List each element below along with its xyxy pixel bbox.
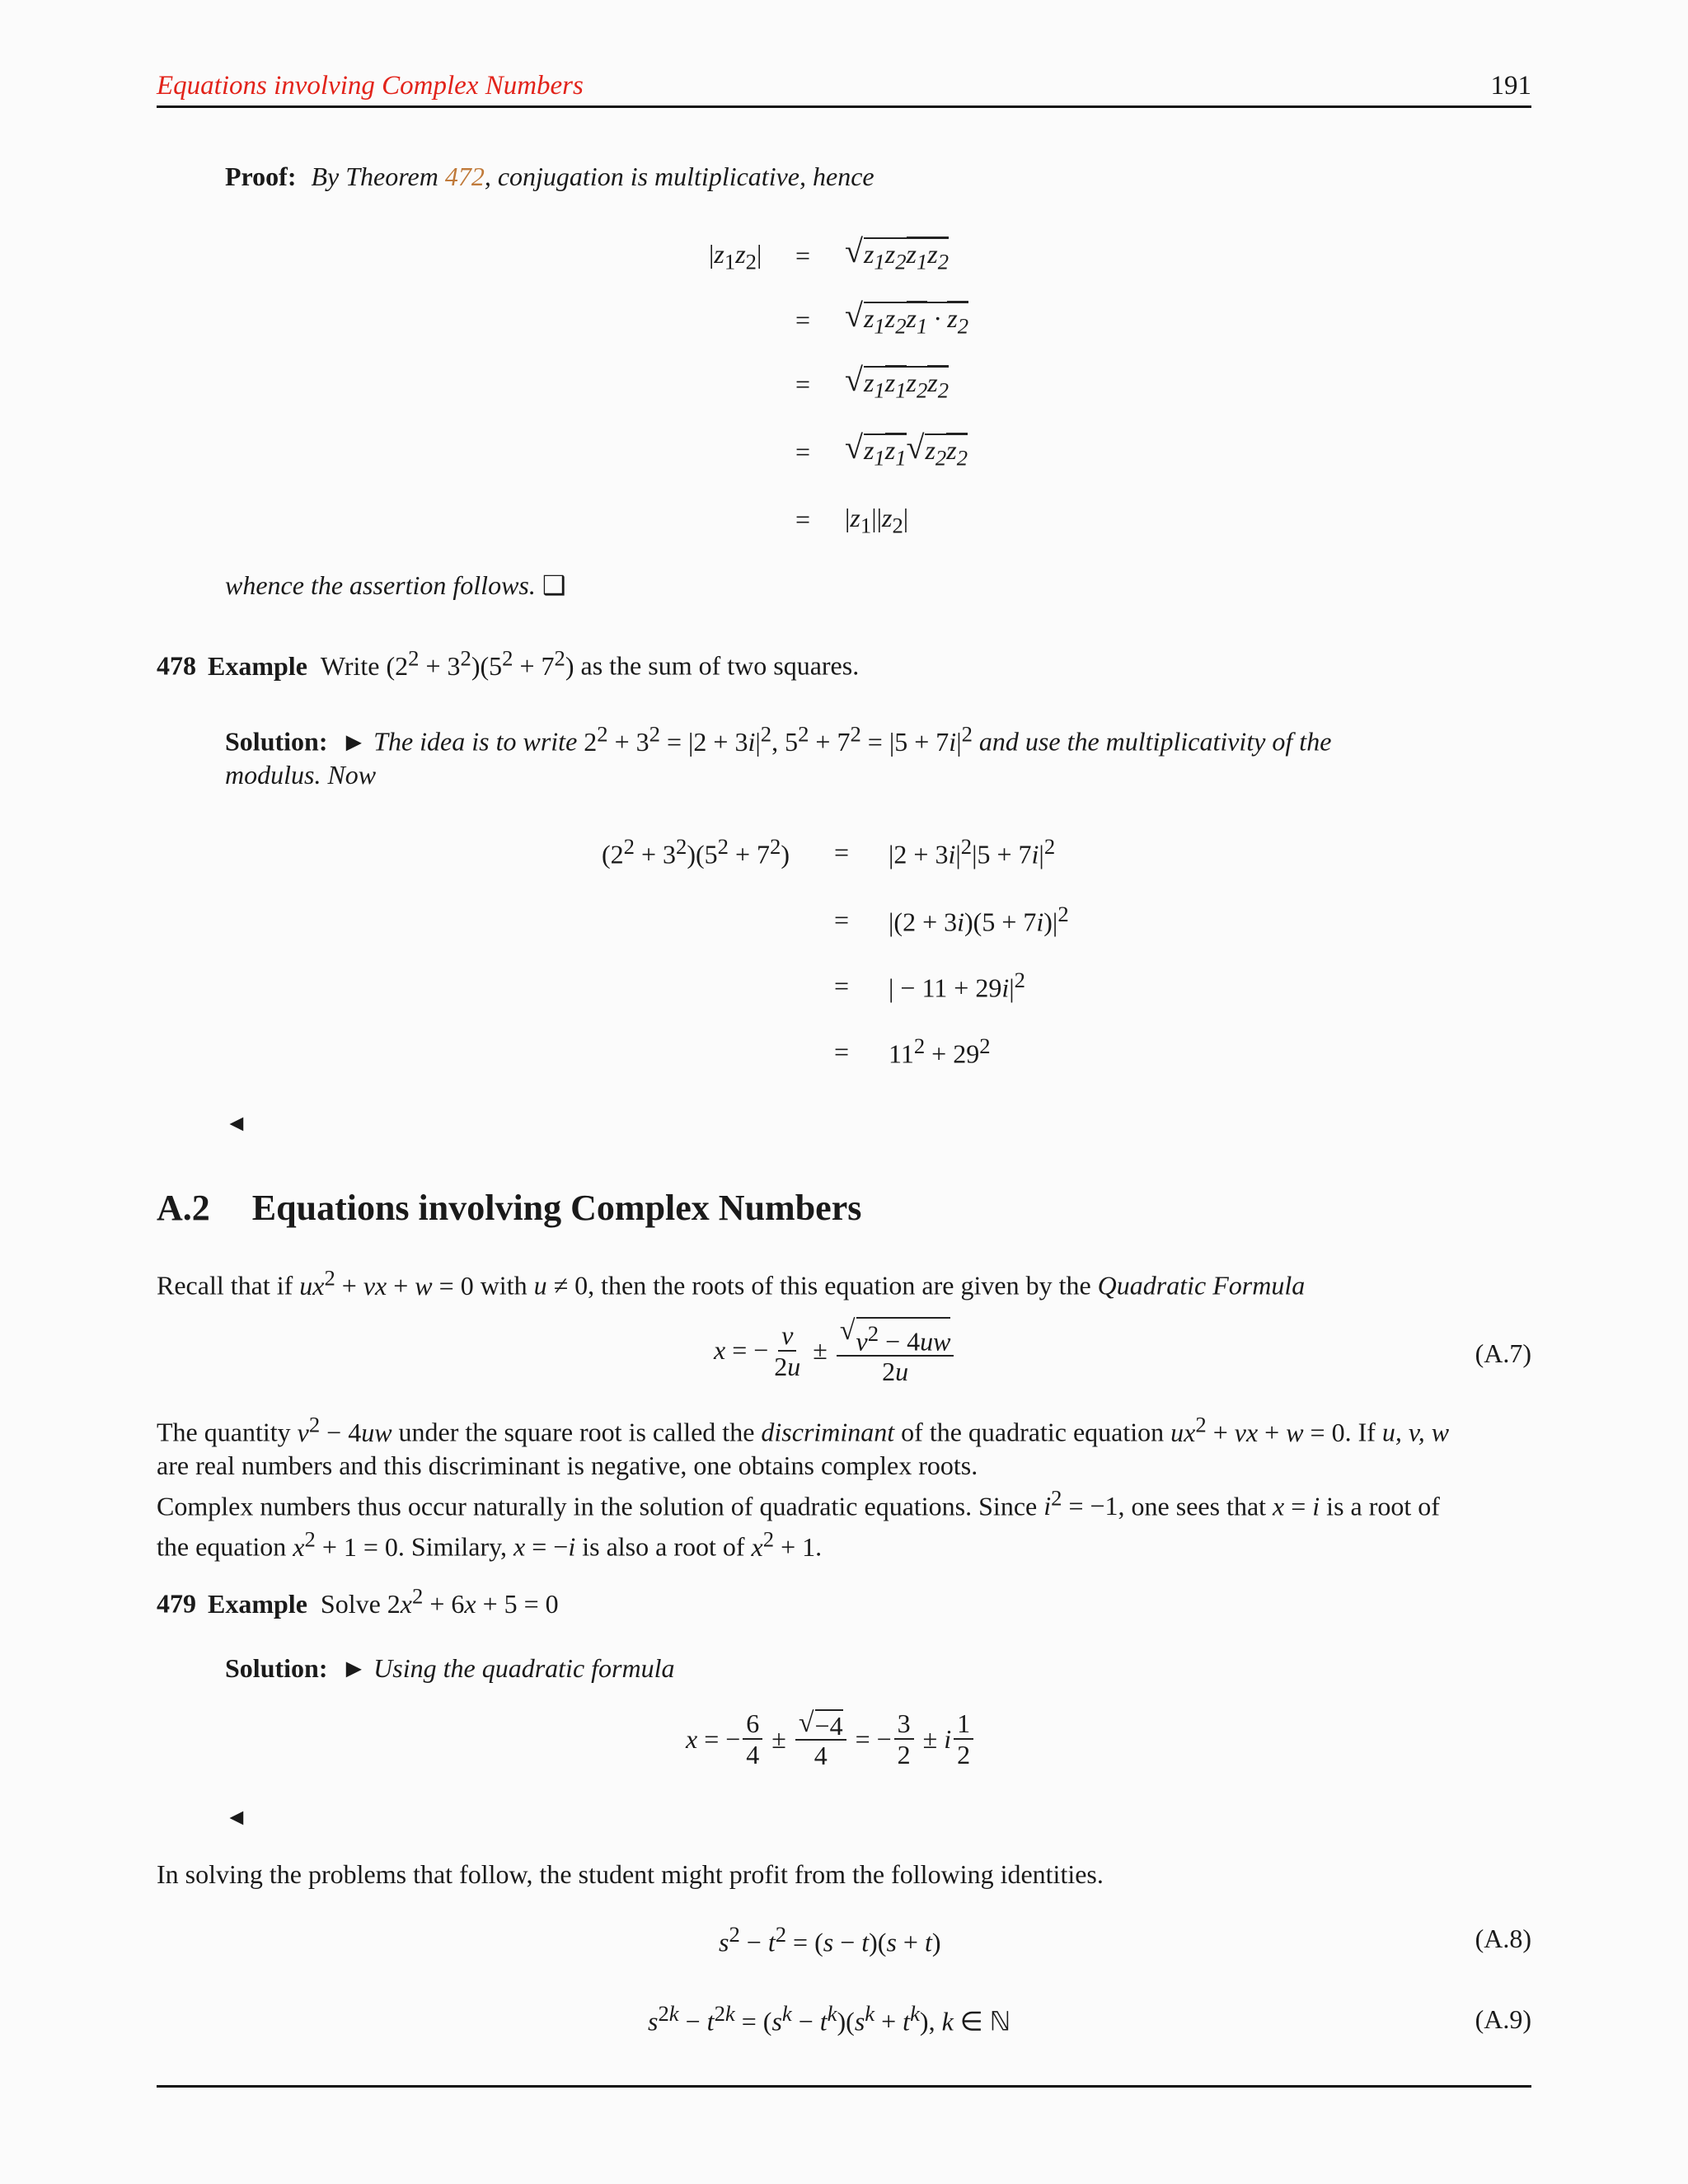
page-number: 191 xyxy=(1490,71,1531,101)
solution-arrow-icon: ► xyxy=(340,726,368,757)
equals-sign: = xyxy=(834,1037,850,1066)
proof-step-3: √ $z_1z_1z_2z_2$ xyxy=(845,361,950,403)
section-number: A.2 xyxy=(157,1188,210,1228)
para2-text-11: is also a root of xyxy=(582,1531,745,1562)
proof-step-5: $|z_1||z_2|$ xyxy=(845,503,909,538)
quadratic-intro: Recall that if $ux^2$ + vx + w = 0 with u ≠ 0, then the roots of this equation are given by the Quadratic Formula xyxy=(157,1265,1306,1301)
para2-text-2: under the square root is called the xyxy=(398,1417,755,1447)
proof-step-2: √ $z_1z_2z_1 \cdot z_2$ xyxy=(845,297,969,339)
equation-number-a9: (A.9) xyxy=(1475,2004,1531,2034)
example-478-step-3: | − $11 + 29i|^2$ xyxy=(889,968,1025,1003)
para2-text-4: . If xyxy=(1344,1417,1376,1447)
para2-text-7: , one sees that xyxy=(1118,1491,1267,1521)
identity-a9: $s^{2k} - t^{2k} = (s^k - t^k)(s^k + t^k)$, k ∈ ℕ xyxy=(648,2001,1011,2036)
end-of-solution-icon: ◄ xyxy=(225,1111,248,1137)
para2-text-12: . xyxy=(815,1531,823,1562)
example-478-step-2: $|(2 + 3i)(5 + 7i)|^2$ xyxy=(889,902,1069,937)
proof-step-1: √ $z_1z_2z_1z_2$ xyxy=(845,232,950,274)
proof-equation-lhs: $|z_1z_2|$ xyxy=(709,239,762,274)
para2-text-10: . Similary, xyxy=(397,1531,508,1562)
example-479-prefix: Solve xyxy=(320,1588,381,1619)
equation-number-a8: (A.8) xyxy=(1475,1924,1531,1953)
para1-text-2: with xyxy=(480,1270,528,1301)
solution-text-3: modulus. Now xyxy=(225,759,377,790)
equals-sign: = xyxy=(834,905,850,935)
example-479-statement: 479 Example Solve $2x^2 + 6x + 5 = 0$ xyxy=(157,1583,559,1619)
closing-text: In solving the problems that follow, the student might profit from the following identities. xyxy=(157,1859,1104,1889)
solution-label: Solution: xyxy=(225,726,328,757)
proof-text-after: , conjugation is multiplicative, hence xyxy=(484,162,874,191)
equals-sign: = xyxy=(795,241,811,270)
equals-sign: = xyxy=(795,305,811,335)
quadratic-formula-term: Quadratic Formula xyxy=(1097,1270,1306,1301)
solution-arrow-icon: ► xyxy=(340,1653,368,1683)
para1-text-1: Recall that if xyxy=(157,1270,293,1301)
quadratic-formula-equation: x = − $\frac{v}{2u}$ ± √ $v^2 - 4uw$ 2u xyxy=(714,1315,956,1386)
example-478-statement: 478 Example Write $(2^2 + 3^2)(5^2 + 7^2)$ as the sum of two squares. xyxy=(157,645,860,681)
proof-label: Proof: xyxy=(225,162,297,191)
solution-text-2: and use the multiplicativity of the xyxy=(978,726,1332,757)
footer-rule xyxy=(157,2085,1531,2088)
end-of-solution-icon: ◄ xyxy=(225,1805,248,1830)
example-479-number: 479 xyxy=(157,1588,196,1619)
para2-text-3: of the quadratic equation xyxy=(901,1417,1165,1447)
section-title: Equations involving Complex Numbers xyxy=(251,1188,862,1228)
proof-text-before: By Theorem xyxy=(311,162,438,191)
para2-text-8: is a root of xyxy=(1326,1491,1440,1521)
equation-number-a7: (A.7) xyxy=(1475,1338,1531,1368)
example-479-solution xyxy=(225,1652,674,1685)
solution-label: Solution: xyxy=(225,1653,328,1683)
example-478-label: Example xyxy=(208,650,307,681)
para2-text-5: are real numbers and this discriminant is negative, one obtains complex roots. xyxy=(157,1450,978,1480)
solution-text-1: The idea is to write xyxy=(373,726,578,757)
example-478-step-1: $|2 + 3i|^2|5 + 7i|^2$ xyxy=(889,834,1056,869)
discriminant-term: discriminant xyxy=(761,1417,895,1447)
example-478-step-4: $11^2 + 29^2$ xyxy=(889,1033,991,1069)
equals-sign: = xyxy=(834,837,850,867)
para2-text-9: the equation xyxy=(157,1531,287,1562)
example-478-solution: Solution: ► The idea is to write $2^2 + 3^2 = |2 + 3i|^2$, $5^2 + 7^2 = |5 + 7i|^2$ and use the multiplicativity of the modulus. Now xyxy=(225,721,1332,790)
example-479-equation: x = − $\frac{6}{4}$ ± √ −4 4 = − $\frac{3}{2}$ ± i $\frac{1}{2}$ xyxy=(686,1708,976,1770)
equals-sign: = xyxy=(795,369,811,399)
discriminant-paragraph: The quantity $v^2 - 4uw$ under the square root is called the discriminant of the quadratic equation $ux^2$ + vx + w = 0. If u, v, w are real numbers and this discriminant is negative, one obtains complex roots. Complex numbers thus occur naturally in the solution of quadratic equations. Since $i^2 = -1$, one sees that x = i is a root of the equation $x^2 + 1 = 0$. Similary, x = −i is also a root of $x^2 + 1$. xyxy=(157,1412,1450,1562)
qed-box-icon: ❑ xyxy=(542,570,566,600)
theorem-reference-link[interactable]: 472 xyxy=(444,162,485,191)
example-478-suffix: as the sum of two squares. xyxy=(580,650,860,681)
proof-intro xyxy=(225,160,874,193)
identity-a8: $s^2 - t^2 = (s - t)(s + t)$ xyxy=(719,1922,941,1957)
equals-sign: = xyxy=(795,437,811,466)
running-header-title: Equations involving Complex Numbers xyxy=(157,71,584,101)
equals-sign: = xyxy=(834,971,850,1001)
proof-step-4: √ $z_1z_1$ √ $z_2z_2$ xyxy=(845,429,968,471)
para2-text-1: The quantity xyxy=(157,1417,291,1447)
proof-conclusion-text: whence the assertion follows. xyxy=(225,570,536,600)
example-479-label: Example xyxy=(208,1588,307,1619)
example-478-prefix: Write xyxy=(320,650,380,681)
para2-text-6: Complex numbers thus occur naturally in the solution of quadratic equations. Since xyxy=(157,1491,1038,1521)
example-478-lhs: $(2^2 + 3^2)(5^2 + 7^2)$ xyxy=(602,834,790,869)
header-rule xyxy=(157,105,1531,108)
proof-conclusion xyxy=(225,569,566,602)
equals-sign: = xyxy=(795,504,811,534)
section-heading xyxy=(157,1187,861,1229)
example-478-number: 478 xyxy=(157,650,196,681)
para1-text-3: , then the roots of this equation are given by the xyxy=(588,1270,1091,1301)
solution-text: Using the quadratic formula xyxy=(373,1653,675,1683)
